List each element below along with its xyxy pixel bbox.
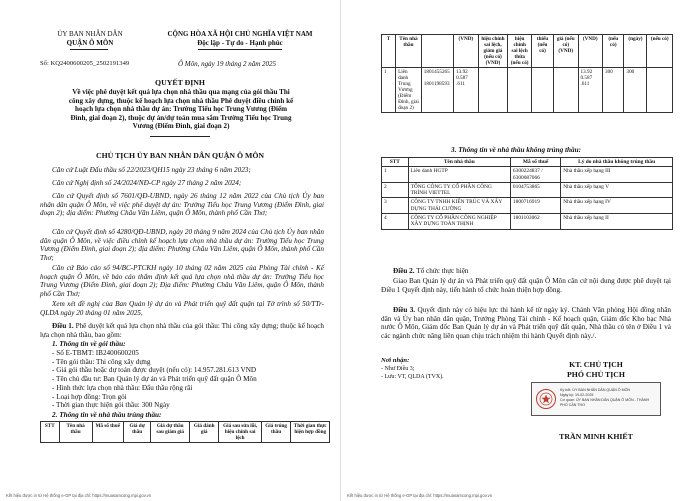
org-line1: ỦY BAN NHÂN DÂN bbox=[57, 30, 123, 38]
org-underline bbox=[70, 49, 108, 50]
document-number: Số: KQ2400600205_2502191349 bbox=[40, 60, 130, 67]
subject-underline bbox=[150, 136, 210, 137]
seal-icon bbox=[535, 388, 557, 410]
cell bbox=[554, 68, 578, 113]
column-header: (nếu có) bbox=[602, 35, 624, 68]
column-header: Giá dự thầu sau giảm giá bbox=[151, 422, 190, 443]
place-date: Ô Môn, ngày 19 tháng 2 năm 2025 bbox=[178, 60, 276, 68]
winner-table bbox=[381, 34, 673, 113]
column-header: Mã số thuế bbox=[92, 422, 123, 443]
cell-tax: 1800716919 bbox=[510, 198, 560, 214]
recipient-item: - Lưu: VT, QLDA (TVX). bbox=[381, 374, 444, 380]
column-header: (ngày) bbox=[624, 35, 647, 68]
package-info-item: - Giá gói thầu hoặc dự toán được duyệt (nếu có): 14.957.281.613 VND bbox=[52, 366, 257, 375]
cell-reason: Nhà thầu xếp hạng V bbox=[561, 182, 673, 198]
stamp-line: Ngày ký: 19-02-2025 bbox=[560, 393, 594, 397]
table-header-row bbox=[382, 158, 673, 167]
table-row bbox=[382, 214, 673, 230]
column-header: (VND) bbox=[578, 35, 602, 68]
signature-line2: PHÓ CHỦ TỊCH bbox=[567, 370, 625, 379]
cell bbox=[532, 68, 554, 113]
column-header: STT bbox=[41, 422, 60, 443]
signer-name: TRẦN MINH KHIẾT bbox=[559, 432, 633, 441]
decision-subject bbox=[36, 88, 326, 131]
footer-note-right: Kết hiệu được in từ Hệ thống e-GP tại địa chỉ: https://muasamcong.mpi.gov.vn bbox=[347, 493, 493, 498]
tax-code: 1801198593 bbox=[423, 81, 450, 87]
cell-name: Liên danh Trung Vương (Điểm Đình, giai đoạn 2) bbox=[396, 68, 422, 113]
column-header: giá (nếu có) (VND) bbox=[554, 35, 578, 68]
column-header: thiếu (nếu có) bbox=[532, 35, 554, 68]
recipients-title: Nơi nhận: bbox=[381, 357, 410, 364]
table-row bbox=[382, 167, 673, 183]
column-header: hiệu chỉnh sai lệch thừa (nếu có) bbox=[508, 35, 532, 68]
tax-code: 1801455265 bbox=[423, 69, 450, 75]
cell-stt: 4 bbox=[382, 214, 409, 230]
basis-3: Căn cứ Quyết định số 7601/QĐ-UBND, ngày 26 tháng 12 năm 2022 của Chủ tịch Ủy ban nhân dân quận Ô Môn, về việc phê duyệt dự án: Trường Tiểu học Trung Vương (Điểm Đình, giai đoạn 2); địa điểm: Phường Châu Văn Liêm, quận Ô Môn, thành phố Cần Thơ; bbox=[40, 192, 324, 218]
motto-underline bbox=[198, 49, 282, 50]
subject-line: hoạch lựa chọn nhà thầu dự án: Trường Tiểu học Trung Vương (Điểm bbox=[75, 105, 287, 114]
section2-title: 2. Thông tin về nhà thầu trúng thầu: bbox=[52, 411, 162, 419]
subject-line: Vương (Điểm Đình, giai đoạn 2) bbox=[132, 122, 230, 131]
basis-5: Căn cứ Báo cáo số 94/BC-PTCKH ngày 10 tháng 02 năm 2025 của Phòng Tài chính - Kế hoạch quận Ô Môn, về báo cáo thẩm định kết quả lựa chọn nhà thầu dự án: Trường Tiểu học Trung Vương (Điểm Đình, giai đoạn 2); Địa điểm: Phường Châu Văn Liêm, quận Ô Môn, thành phố Cần Thơ; bbox=[40, 264, 324, 298]
cell-duration: 300 bbox=[624, 68, 647, 113]
footer-note-left: Kết hiệu được in từ Hệ thống e-GP tại địa chỉ: https://muasamcong.mpi.gov.vn bbox=[6, 493, 152, 498]
recipient-item: - Như Điều 3; bbox=[381, 366, 415, 372]
package-info-item: - Tên chủ đầu tư: Ban Quản lý dự án và Phát triển quỹ đất quận Ô Môn bbox=[52, 375, 257, 384]
package-info-list bbox=[52, 349, 257, 410]
table-header-row bbox=[41, 422, 330, 443]
authority: CHỦ TỊCH ỦY BAN NHÂN DÂN QUẬN Ô MÔN bbox=[95, 151, 265, 160]
cell bbox=[647, 68, 673, 113]
column-header: Giá sau sửa lỗi, hiệu chỉnh sai lệch bbox=[219, 422, 261, 443]
basis-1: Căn cứ Luật Đấu thầu số 22/2023/QH15 ngày 23 tháng 6 năm 2023; bbox=[52, 166, 251, 174]
article3-label: Điều 3. bbox=[393, 306, 416, 314]
proposal: Xem xét đề nghị của Ban Quản lý dự án và Phát triển quỹ đất quận tại Tờ trình số 50/TTr-QLDA ngày 20 tháng 01 năm 2025, bbox=[40, 300, 324, 317]
cell-name: CÔNG TY CỔ PHẦN CÔNG NGHIỆP XÂY DỰNG TOÀN THỊNH bbox=[408, 214, 510, 230]
package-info-item: - Loại hợp đồng: Trọn gói bbox=[52, 392, 127, 401]
cell-stt: 2 bbox=[382, 182, 409, 198]
column-header: Tên nhà thầu bbox=[59, 422, 92, 443]
column-header: T bbox=[382, 35, 396, 68]
table-row bbox=[382, 198, 673, 214]
article2-label: Điều 2. bbox=[393, 267, 415, 275]
article1-text: Phê duyệt kết quả lựa chọn nhà thầu của gói thầu: Thi công xây dựng; thuộc kế hoạch lựa chọn nhà thầu, bao gồm: bbox=[40, 322, 324, 339]
package-info-item: - Tên gói thầu: Thi công xây dựng bbox=[52, 357, 151, 366]
cell-tax: 6300224837 / 6300087066 bbox=[510, 167, 560, 183]
article1-label: Điều 1. bbox=[52, 322, 74, 330]
cell-tax: 0104753865 bbox=[510, 182, 560, 198]
cell-stt: 3 bbox=[382, 198, 409, 214]
package-info-item: - Hình thức lựa chọn nhà thầu: Đấu thầu rộng rãi bbox=[52, 383, 193, 392]
column-header: (VND) bbox=[454, 35, 478, 68]
digital-signature-stamp bbox=[531, 382, 661, 416]
package-info-item: - Số E-TBMT: IB2400600205 bbox=[52, 349, 139, 357]
table-row bbox=[382, 68, 673, 113]
column-header: Giá dự thầu bbox=[123, 422, 151, 443]
table-row bbox=[382, 182, 673, 198]
basis-2: Căn cứ Nghị định số 24/2024/NĐ-CP ngày 27 tháng 2 năm 2024; bbox=[52, 179, 242, 187]
basis-4: Căn cứ Quyết định số 4280/QĐ-UBND, ngày 20 tháng 9 năm 2024 của Chủ tịch Ủy ban nhân dân quận Ô Môn, về việc điều chỉnh kế hoạch lựa chọn nhà thầu dự án: Trường Tiểu học Trung Vương (Điểm Đình, giai đoạn 2); địa điểm: Phường Châu Văn Liêm, quận Ô Môn, thành phố Cần Thơ; bbox=[40, 228, 324, 262]
subject-line: công xây dựng, thuộc kế hoạch lựa chọn nhà thầu Phê duyệt điều chỉnh kế bbox=[68, 96, 294, 105]
cell-winning-value: 13.92 0.587 .611 bbox=[578, 68, 602, 113]
stamp-text bbox=[560, 388, 656, 408]
column-header: STT bbox=[382, 158, 409, 167]
signature-line1: KT. CHỦ TỊCH bbox=[569, 360, 623, 369]
cell bbox=[478, 68, 508, 113]
column-header: Mã số thuế bbox=[510, 158, 560, 167]
article3-text: Quyết định này có hiệu lực thi hành kể từ ngày ký. Chánh Văn phòng Hội đồng nhân dân và Ủy ban nhân dân quận, Trưởng Phòng Tài chính - Kế hoạch quận, Giám đốc Kho bạc Nhà nước Ô Môn, Giám đốc Ban Quản lý dự án và Phát triển quỹ đất quận, Nhà thầu có tên ở Điều 1 và các ngành chức năng liên quan chịu trách nhiệm thi hành Quyết định này./. bbox=[381, 306, 672, 340]
column-header: Lý do nhà thầu không trúng thầu bbox=[561, 158, 673, 167]
document-page-right bbox=[340, 0, 680, 501]
article2-text: Giao Ban Quản lý dự án và Phát triển quỹ đất quận Ô Môn căn cứ nội dung được phê duyệt tại Điều 1 Quyết định này, tiến hành tổ chức hoàn thiện hợp đồng. bbox=[381, 277, 671, 294]
section3-title: 3. Thông tin về nhà thầu không trúng thầu: bbox=[451, 146, 582, 154]
cell-stt: 1 bbox=[382, 167, 409, 183]
decision-title: QUYẾT ĐỊNH bbox=[155, 78, 205, 87]
stamp-line: Ký bởi: ỦY BAN NHÂN DÂN QUẬN Ô MÔN bbox=[560, 388, 630, 392]
column-header: Giá trúng thầu bbox=[261, 422, 291, 443]
cell-reason: Nhà thầu xếp hạng IV bbox=[561, 198, 673, 214]
section1-title: 1. Thông tin về gói thầu: bbox=[52, 340, 126, 348]
package-info-item: - Thời gian thực hiện gói thầu: 300 Ngày bbox=[52, 401, 170, 410]
column-header: hiệu chỉnh sai lệch, giảm giá (nếu có) (VND) bbox=[478, 35, 508, 68]
cell-reason: Nhà thầu xếp hạng II bbox=[561, 214, 673, 230]
article2-heading bbox=[393, 267, 469, 275]
article1-paragraph bbox=[40, 322, 324, 339]
cell-bid-value: 13.92 0.587 .611 bbox=[454, 68, 478, 113]
article3-paragraph bbox=[381, 306, 671, 340]
column-header: Giá đánh giá bbox=[189, 422, 219, 443]
cell-name: CÔNG TY TNHH KIẾN TRÚC VÀ XÂY DỰNG THÁI CƯỜNG bbox=[408, 198, 510, 214]
column-header: Thời gian thực hiện hợp đồng bbox=[291, 422, 330, 443]
cell-tax: 1801103062 bbox=[510, 214, 560, 230]
country-name: CỘNG HÒA XÃ HỘI CHỦ NGHĨA VIỆT NAM bbox=[167, 30, 313, 38]
cell-name: TỔNG CÔNG TY CỔ PHẦN CÔNG TRÌNH VIETTEL bbox=[408, 182, 510, 198]
cell-stt: 1 bbox=[382, 68, 396, 113]
column-header bbox=[421, 35, 453, 68]
subject-line: Đình, giai đoạn 2), thuộc dự án/dự toán mua sắm Trường Tiểu học Trung bbox=[70, 113, 292, 122]
org-line2: QUẬN Ô MÔN bbox=[66, 39, 114, 47]
cell bbox=[508, 68, 532, 113]
column-header: (nếu có) bbox=[647, 35, 673, 68]
table-header-row bbox=[382, 35, 673, 68]
column-header: Tên nhà thầu bbox=[408, 158, 510, 167]
cell-tax bbox=[421, 68, 453, 113]
cell-name: Liên danh HGTP bbox=[408, 167, 510, 183]
subject-line: Về việc phê duyệt kết quả lựa chọn nhà thầu qua mạng của gói thầu Thi bbox=[72, 88, 290, 96]
column-header: Tên nhà thầu bbox=[396, 35, 422, 68]
non-winner-table bbox=[381, 157, 673, 230]
stamp-line: Cơ quan: ỦY BAN NHÂN DÂN QUẬN Ô MÔN - THÀNH PHỐ CẦN THƠ bbox=[560, 398, 650, 407]
motto: Độc lập - Tự do - Hạnh phúc bbox=[197, 39, 283, 47]
winner-table-header bbox=[40, 421, 330, 443]
cell-duration: 300 bbox=[602, 68, 624, 113]
article2-title: Tổ chức thực hiện bbox=[416, 267, 469, 275]
cell-reason: Nhà thầu xếp hạng III bbox=[561, 167, 673, 183]
